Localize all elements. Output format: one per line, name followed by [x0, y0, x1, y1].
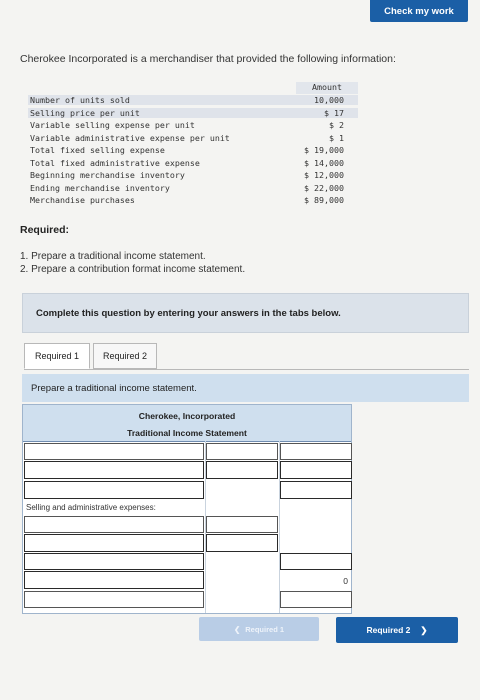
data-row-label: Ending merchandise inventory	[30, 182, 170, 193]
data-row-value: $ 1	[329, 132, 344, 143]
data-row-label: Number of units sold	[28, 95, 296, 105]
tab-required-1[interactable]: Required 1	[24, 343, 90, 369]
tab-required-2[interactable]: Required 2	[93, 343, 157, 369]
total-input[interactable]	[280, 553, 352, 570]
data-row	[28, 132, 358, 145]
instruction-bar: Prepare a traditional income statement.	[22, 374, 469, 402]
label-input[interactable]	[24, 571, 204, 589]
next-button-label: Required 2	[366, 625, 411, 635]
label-input[interactable]	[24, 481, 204, 499]
tab-bar	[24, 343, 157, 369]
label-input[interactable]	[24, 591, 204, 608]
amount-input[interactable]	[206, 534, 278, 552]
label-input[interactable]	[24, 461, 204, 479]
data-row	[28, 169, 358, 182]
prev-required-button	[199, 617, 319, 641]
selling-admin-expenses-label: Selling and administrative expenses:	[26, 503, 156, 512]
required-title: Required:	[20, 224, 70, 236]
given-data-table	[28, 82, 358, 207]
amount-input[interactable]	[206, 516, 278, 533]
required-item: 1. Prepare a traditional income statement.	[20, 251, 206, 262]
data-row	[28, 144, 358, 157]
total-input[interactable]	[280, 591, 352, 608]
required-item: 2. Prepare a contribution format income statement.	[20, 264, 246, 275]
total-input[interactable]	[280, 481, 352, 499]
data-row-value: $ 17	[296, 108, 358, 118]
intro-text: Cherokee Incorporated is a merchandiser that provided the following information:	[20, 53, 396, 65]
total-input[interactable]	[280, 461, 352, 479]
amount-input[interactable]	[206, 443, 278, 460]
complete-question-banner: Complete this question by entering your answers in the tabs below.	[22, 293, 469, 333]
data-row-value: $ 2	[329, 120, 344, 131]
data-row	[28, 157, 358, 170]
data-row-label: Selling price per unit	[28, 108, 296, 118]
check-my-work-button[interactable]: Check my work	[370, 0, 468, 22]
data-row-value: $ 12,000	[304, 170, 344, 181]
required-list	[20, 250, 245, 276]
data-row	[28, 107, 358, 120]
income-statement-table	[22, 404, 352, 614]
statement-title: Traditional Income Statement	[127, 428, 247, 438]
chevron-left-icon: ❮	[233, 624, 241, 634]
label-input[interactable]	[24, 553, 204, 570]
data-row	[28, 182, 358, 195]
next-required-button[interactable]	[336, 617, 458, 643]
company-name: Cherokee, Incorporated	[138, 411, 236, 421]
label-input[interactable]	[24, 443, 204, 460]
data-row-label: Variable administrative expense per unit	[30, 132, 230, 143]
data-row-label: Total fixed selling expense	[30, 145, 165, 156]
total-input[interactable]	[280, 443, 352, 460]
data-row-label: Total fixed administrative expense	[30, 157, 200, 168]
data-row-value: $ 89,000	[304, 195, 344, 206]
data-row	[28, 119, 358, 132]
data-row-label: Variable selling expense per unit	[30, 120, 195, 131]
prev-button-label: Required 1	[245, 624, 285, 634]
amount-input[interactable]	[206, 461, 278, 479]
label-input[interactable]	[24, 516, 204, 533]
tab-divider	[24, 369, 469, 370]
data-row-label: Merchandise purchases	[30, 195, 135, 206]
statement-header	[23, 405, 351, 442]
data-row-value: $ 22,000	[304, 182, 344, 193]
amount-column-header: Amount	[296, 82, 358, 94]
data-row-value: $ 19,000	[304, 145, 344, 156]
data-row	[28, 94, 358, 107]
data-row	[28, 194, 358, 207]
label-input[interactable]	[24, 534, 204, 552]
total-value: 0	[343, 576, 348, 586]
data-row-value: 10,000	[296, 95, 358, 105]
data-row-label: Beginning merchandise inventory	[30, 170, 185, 181]
chevron-right-icon: ❯	[420, 624, 428, 635]
data-row-value: $ 14,000	[304, 157, 344, 168]
